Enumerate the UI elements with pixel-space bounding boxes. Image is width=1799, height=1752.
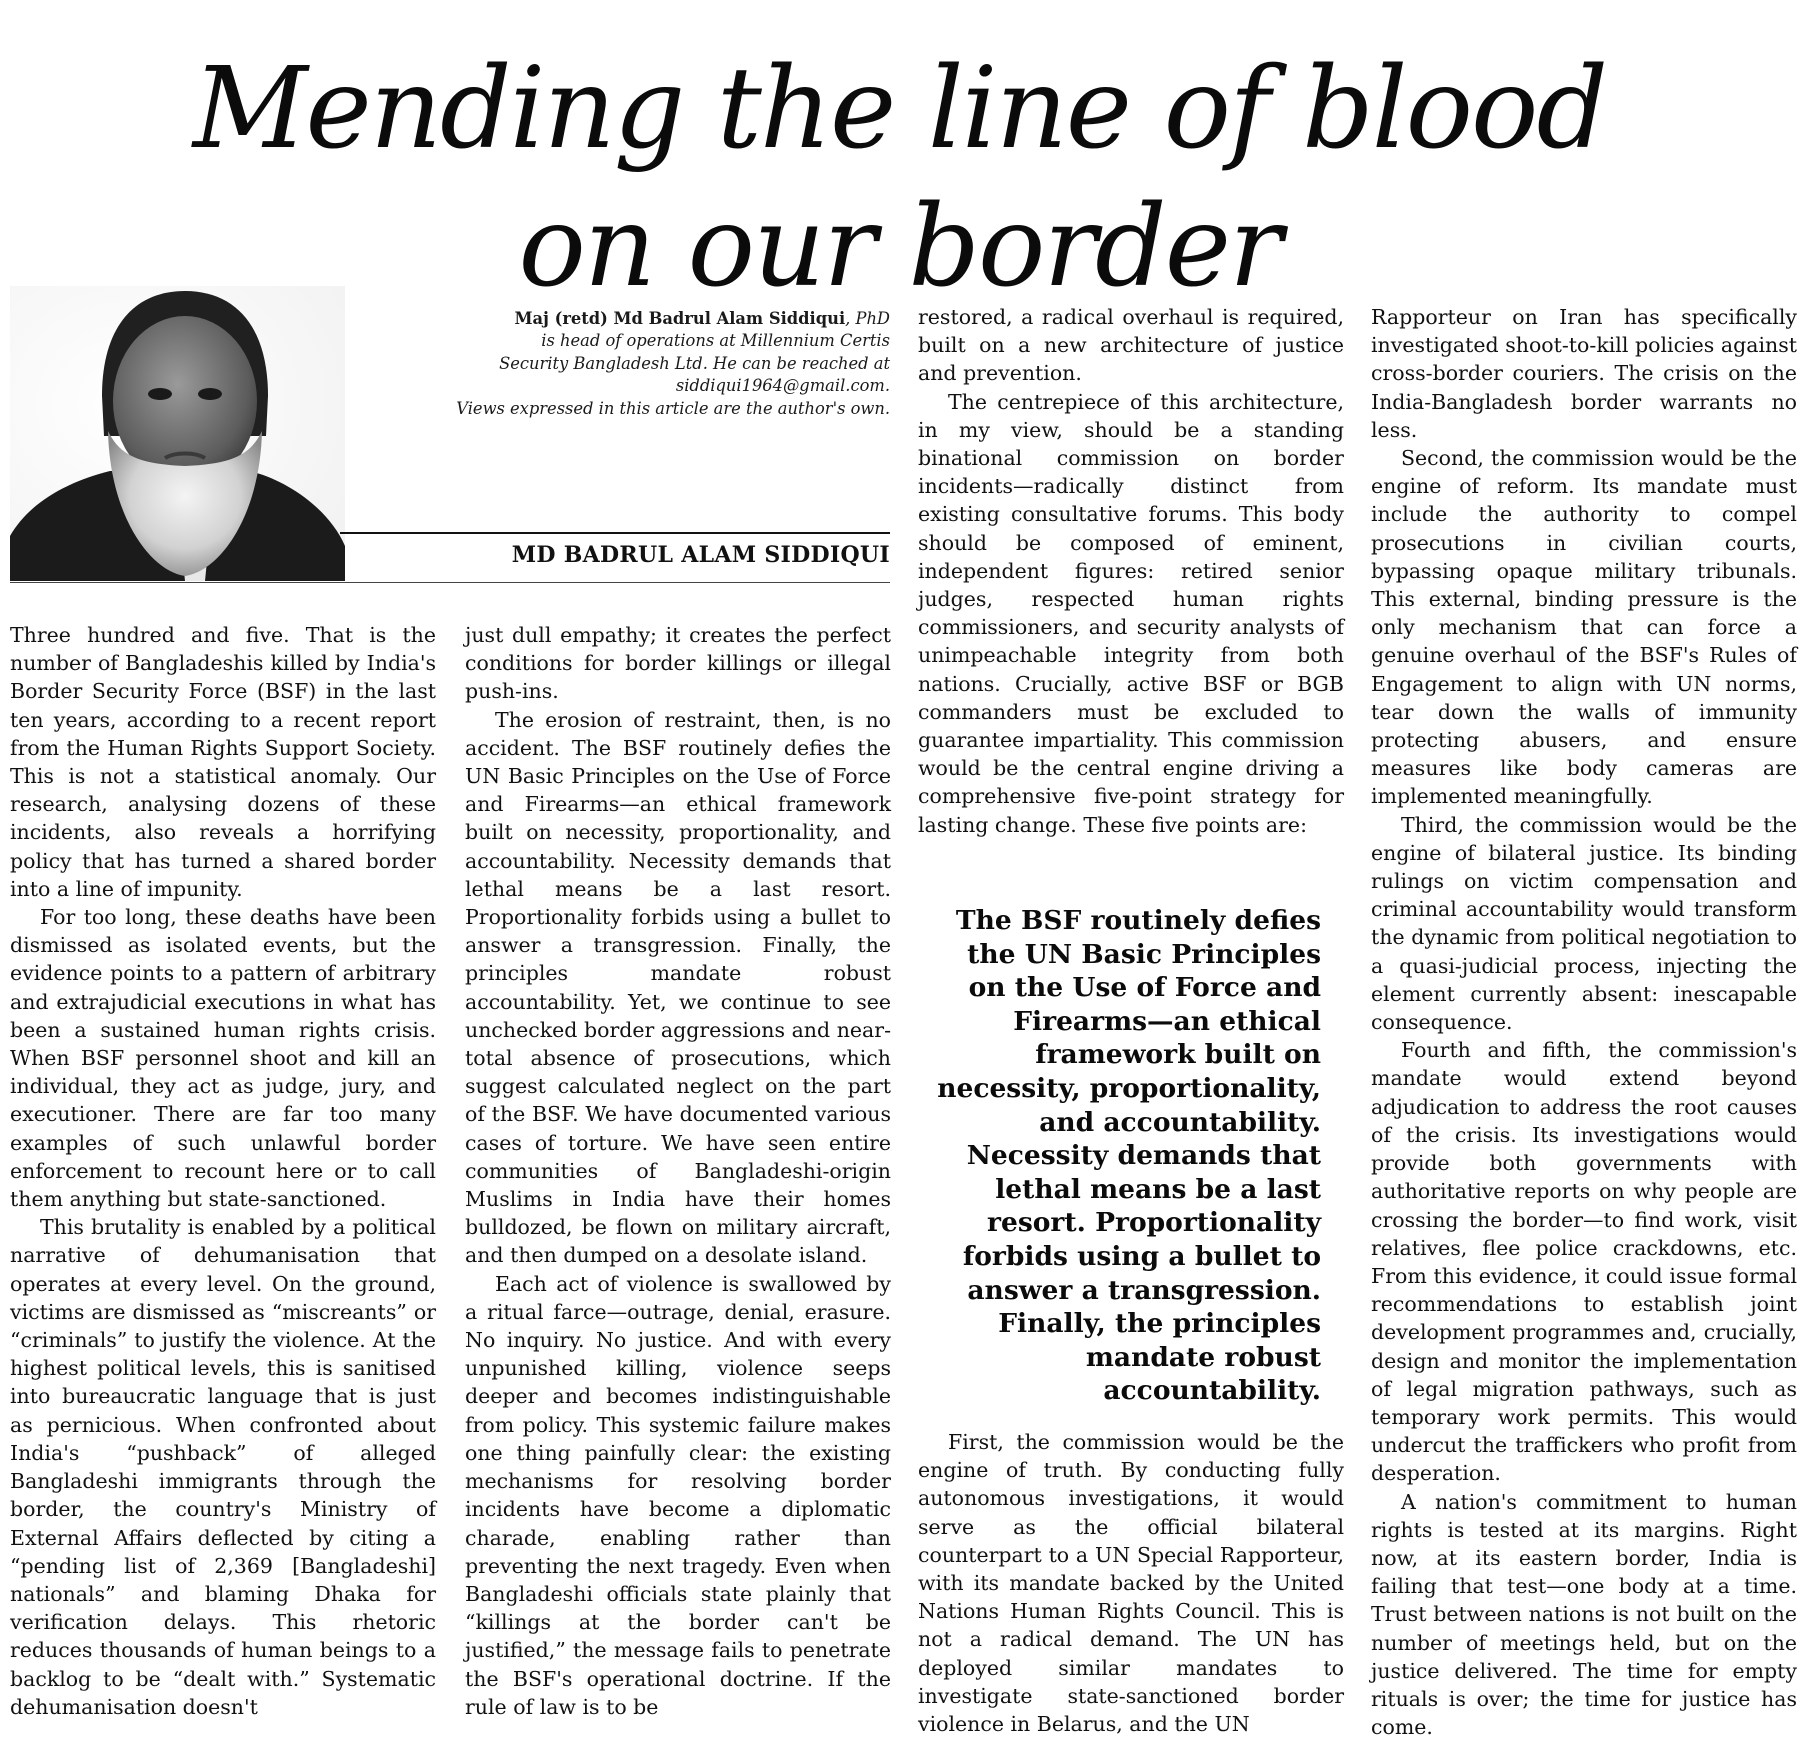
article-column-4 [1371,303,1797,1741]
paragraph: Rapporteur on Iran has specifically investigated shoot-to-kill policies against cross-border couriers. The crisis on the India-Bangladesh border warrants no less. [1371,305,1797,442]
paragraph: For too long, these deaths have been dismissed as isolated events, but the evidence points to a pattern of arbitrary and extrajudicial executions in what has been a sustained human rights crisis. When BSF personnel shoot and kill an individual, they act as judge, jury, and executioner. There are far too many examples of such unlawful border enforcement to recount here or to call them anything but state-sanctioned. [10,905,436,1212]
article-column-3-bottom [918,1428,1344,1738]
article-column-3-top [918,303,1344,839]
paragraph: Three hundred and five. That is the number of Bangladeshis killed by India's Border Security Force (BSF) in the last ten years, according to a recent report from the Human Rights Support Society. This is not a statistical anomaly. Our research, analysing dozens of these incidents, also reveals a horrifying policy that has turned a shared border into a line of impunity. [10,623,436,901]
paragraph: Second, the commission would be the engine of reform. Its mandate must include the authority to compel prosecutions in civilian courts, bypassing opaque military tribunals. This external, binding pressure is the only mechanism that can force a genuine overhaul of the BSF's Rules of Engagement to align with UN norms, tear down the walls of immunity protecting abusers, and ensure measures like body cameras are implemented meaningfully. [1371,446,1797,809]
paragraph: The centrepiece of this architecture, in my view, should be a standing binational commission on border incidents—radically distinct from existing consultative forums. This body should be composed of eminent, independent figures: retired senior judges, respected human rights commissioners, and security analysts of unimpeachable integrity from both nations. Crucially, active BSF or BGB commanders must be excluded to guarantee impartiality. This commission would be the central engine driving a comprehensive five-point strategy for lasting change. These five points are: [918,389,1344,837]
paragraph: A nation's commitment to human rights is tested at its margins. Right now, at its eastern border, India is failing that test—one body at a time. Trust between nations is not built on the number of meetings held, but on the justice delivered. The time for empty rituals is over; the time for justice has come. [1371,1489,1797,1740]
paragraph: First, the commission would be the engine of truth. By conducting fully autonomous investigations, it would serve as the official bilateral counterpart to a UN Special Rapporteur, with its mandate backed by the United Nations Human Rights Council. This is not a radical demand. The UN has deployed similar mandates to investigate state-sanctioned border violence in Belarus, and the UN [918,1430,1344,1737]
author-role: is head of operations at Millennium Certis [541,331,890,351]
article-column-1 [10,621,436,1721]
author-bio [370,308,890,420]
article-column-2 [465,621,891,1721]
paragraph: This brutality is enabled by a political narrative of dehumanisation that operates at every level. On the ground, victims are dismissed as “miscreants” or “criminals” to justify the violence. At the highest political levels, this is sanitised into bureaucratic language that is just as pernicious. When confronted about India's “pushback” of alleged Bangladeshi immigrants through the border, the country's Ministry of External Affairs deflected by citing a “pending list of 2,369 [Bangladeshi] nationals” and blaming Dhaka for verification delays. This rhetoric reduces thousands of human beings to a backlog to be “dealt with.” Systematic dehumanisation doesn't [10,1215,436,1719]
author-portrait-image [10,286,345,581]
author-email: siddiqui1964@gmail.com. [675,376,890,396]
author-degree: , PhD [845,309,890,328]
author-company: Security Bangladesh Ltd. He can be reached at [499,353,890,373]
pull-quote: The BSF routinely defies the UN Basic Principles on the Use of Force and Firearms—an ethical framework built on necessity, proportionality, and accountability. Necessity demands that lethal means be a last resort. Proportionality forbids using a bullet to answer a transgression. Finally, the principles mandate robust accountability. [937,905,1321,1407]
header-divider [10,582,890,583]
paragraph: Each act of violence is swallowed by a ritual farce—outrage, denial, erasure. No inquiry. No justice. And with every unpunished killing, violence seeps deeper and becomes indistinguishable from policy. This systemic failure makes one thing painfully clear: the existing mechanisms for resolving border incidents have become a diplomatic charade, enabling rather than preventing the next tragedy. Even when Bangladeshi officials state plainly that “killings at the border can't be justified,” the message fails to penetrate the BSF's operational doctrine. If the rule of law is to be [465,1271,891,1719]
paragraph: Third, the commission would be the engine of bilateral justice. Its binding rulings on victim compensation and criminal accountability would transform the dynamic from political negotiation to a quasi-judicial process, injecting the element currently absent: inescapable consequence. [1371,812,1797,1035]
headline-line-1: Mending the line of blood [192,44,1607,174]
author-photo [10,286,345,581]
paragraph: just dull empathy; it creates the perfect conditions for border killings or illegal push-ins. [465,623,891,704]
paragraph: The erosion of restraint, then, is no accident. The BSF routinely defies the UN Basic Principles on the Use of Force and Firearms—an ethical framework built on necessity, proportionality, and accountability. Necessity demands that lethal means be a last resort. Proportionality forbids using a bullet to answer a transgression. Finally, the principles mandate robust accountability. Yet, we continue to see unchecked border aggressions and near-total absence of prosecutions, which suggest calculated neglect on the part of the BSF. We have documented various cases of torture. We have seen entire communities of Bangladeshi-origin Muslims in India have their homes bulldozed, be flown on military aircraft, and then dumped on a desolate island. [465,707,891,1268]
paragraph: restored, a radical overhaul is required, built on a new architecture of justice and prevention. [918,305,1344,386]
author-name: Maj (retd) Md Badrul Alam Siddiqui [514,309,846,328]
byline: MD BADRUL ALAM SIDDIQUI [511,542,890,568]
paragraph: Fourth and fifth, the commission's mandate would extend beyond adjudication to address the root causes of the crisis. Its investigations would provide both governments with authoritative reports on why people are crossing the border—to find work, visit relatives, flee police crackdowns, etc. From this evidence, it could issue formal recommendations to establish joint development programmes and, crucially, design and monitor the implementation of legal migration pathways, such as temporary work permits. This would undercut the traffickers who profit from desperation. [1371,1038,1797,1486]
author-disclaimer: Views expressed in this article are the author's own. [456,398,890,418]
byline-divider [340,532,890,534]
headline [0,40,1799,316]
headline-line-2: on our border [518,182,1281,312]
